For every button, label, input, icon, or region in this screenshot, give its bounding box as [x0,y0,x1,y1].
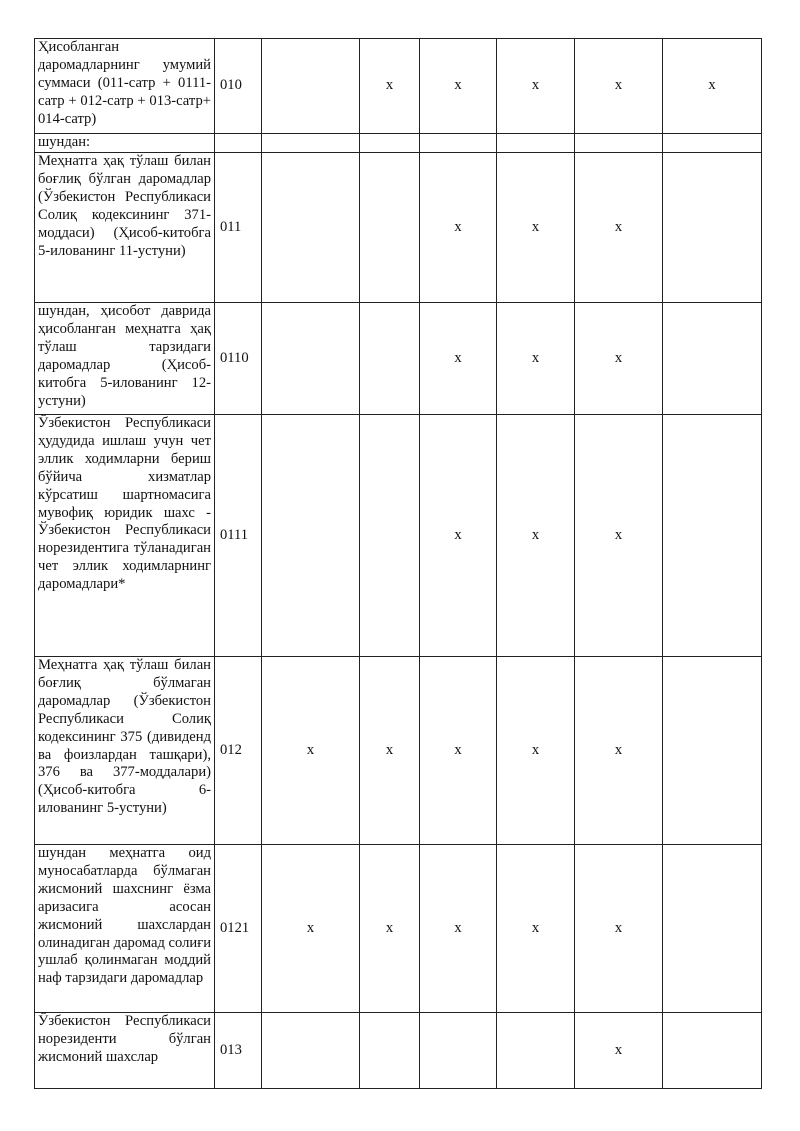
row-code: 013 [215,1013,262,1089]
value-cell: x [360,39,420,134]
value-cell [497,1013,575,1089]
value-cell [360,1013,420,1089]
tax-form-table [34,38,762,1089]
value-cell: x [420,303,497,415]
value-cell [262,153,360,303]
value-cell [663,1013,762,1089]
value-cell: x [575,657,663,845]
row-code [215,134,262,153]
value-cell: x [497,39,575,134]
row-code: 012 [215,657,262,845]
row-description: Меҳнатга ҳақ тўлаш билан боғлиқ бўлмаган даромадлар (Ўзбекистон Республикаси Солиқ кодексининг 375 (дивиденд ва фоизлардан ташқари), 376 ва 377-моддалари) (Ҳисоб-китобга 6-иловaнинг 5-устуни) [35,657,215,845]
table-row [35,153,762,303]
value-cell [360,153,420,303]
value-cell [420,1013,497,1089]
value-cell: x [420,39,497,134]
value-cell: x [420,845,497,1013]
value-cell [360,303,420,415]
row-description: Ўзбекистон Республикаси норезиденти бўлган жисмоний шахслар [35,1013,215,1089]
value-cell: x [575,1013,663,1089]
row-code: 011 [215,153,262,303]
value-cell [360,134,420,153]
value-cell [262,415,360,657]
value-cell: x [575,153,663,303]
value-cell: x [575,415,663,657]
value-cell [663,303,762,415]
table-row [35,415,762,657]
value-cell: x [262,845,360,1013]
table-row [35,303,762,415]
value-cell [262,39,360,134]
row-description: Ўзбекистон Республикаси ҳудудида ишлаш учун чет эллик ходимларни бериш бўйича хизматлар кўрсатиш шартномасига мувофиқ юридик шахс - Ўзбекистон Республикаси норезидентига тўланадиган чет эллик ходимларнинг даромадлари* [35,415,215,657]
value-cell [663,845,762,1013]
value-cell: x [420,657,497,845]
value-cell [663,415,762,657]
value-cell: x [575,39,663,134]
value-cell: x [262,657,360,845]
row-code: 0121 [215,845,262,1013]
value-cell: x [663,39,762,134]
table-row [35,134,762,153]
value-cell [420,134,497,153]
table-row [35,1013,762,1089]
value-cell: x [497,153,575,303]
value-cell [360,415,420,657]
row-description: Ҳисобланган даромадларнинг умумий суммаси (011-сатр + 0111-сатр + 012-сатр + 013-сатр+ 014-сатр) [35,39,215,134]
value-cell: x [497,657,575,845]
table-row [35,39,762,134]
value-cell [575,134,663,153]
table-row [35,657,762,845]
table-row [35,845,762,1013]
value-cell [663,134,762,153]
row-code: 0110 [215,303,262,415]
value-cell: x [360,845,420,1013]
value-cell: x [420,153,497,303]
value-cell: x [497,303,575,415]
value-cell: x [497,845,575,1013]
row-description: шундан: [35,134,215,153]
value-cell [663,153,762,303]
value-cell [262,303,360,415]
value-cell: x [575,845,663,1013]
row-description: Меҳнатга ҳақ тўлаш билан боғлиқ бўлган даромадлар (Ўзбекистон Республикаси Солиқ кодексининг 371-моддаси) (Ҳисоб-китобга 5-иловaнинг 11-устуни) [35,153,215,303]
row-description: шундан меҳнатга оид муносабатларда бўлмаган жисмоний шахснинг ёзма аризасига асосан жисмоний шахслардан олинадиган даромад солиғи ушлаб қолинмаган моддий наф тарзидаги даромадлар [35,845,215,1013]
value-cell: x [420,415,497,657]
value-cell [262,134,360,153]
row-code: 010 [215,39,262,134]
value-cell: x [497,415,575,657]
row-description: шундан, ҳисобот даврида ҳисобланган меҳнатга ҳақ тўлаш тарзидаги даромадлар (Ҳисоб-китобга 5-иловaнинг 12-устуни) [35,303,215,415]
value-cell [497,134,575,153]
value-cell: x [575,303,663,415]
value-cell [262,1013,360,1089]
row-code: 0111 [215,415,262,657]
value-cell [663,657,762,845]
value-cell: x [360,657,420,845]
